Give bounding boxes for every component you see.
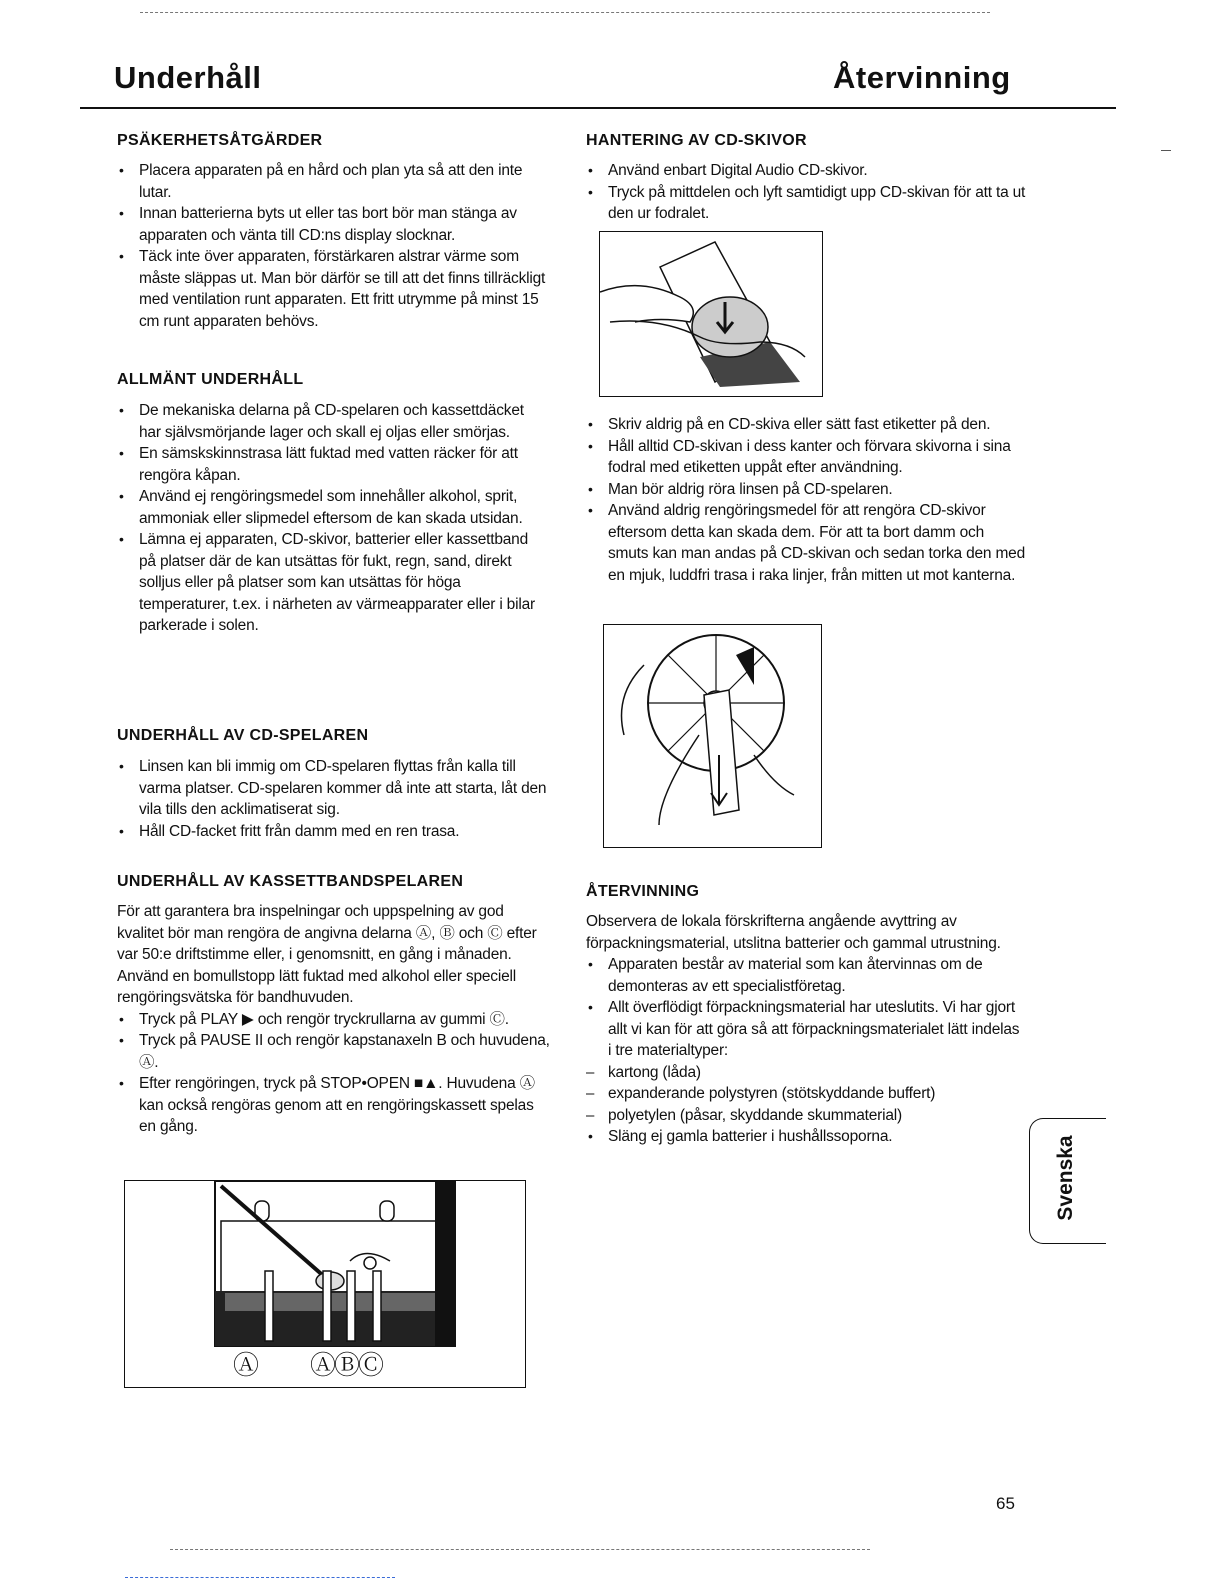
list-item: • Släng ej gamla batterier i hushållssoporna. — [586, 1126, 1026, 1148]
section-heading: PSÄKERHETSÅTGÄRDER — [117, 132, 323, 149]
section-safety — [117, 131, 547, 332]
list-item: • Håll CD-facket fritt från damm med en ren trasa. — [117, 821, 547, 843]
bullet-list — [586, 954, 1026, 1062]
list-item: • Apparaten består av material som kan återvinnas om de demonteras av ett specialistföretag. — [586, 954, 1026, 997]
list-item: • Använd aldrig rengöringsmedel för att rengöra CD-skivor eftersom detta kan skada dem. För att ta bort damm och smuts kan man andas på CD-skivan och sedan torka den med en mjuk, luddfri trasa i raka linjer, från mitten ut mot kanterna. — [586, 500, 1026, 586]
list-item: • Täck inte över apparaten, förstärkaren alstrar värme som måste släppas ut. Man bör därför se till att det finns tillräckligt med ventilation runt apparaten. Ett fritt utrymme på minst 15 cm runt apparaten behövs. — [117, 246, 547, 332]
list-item: – expanderande polystyren (stötskyddande buffert) — [586, 1083, 1026, 1105]
figure-callout-a: Ⓐ — [233, 1350, 260, 1380]
list-item: • Skriv aldrig på en CD-skiva eller sätt fast etiketter på den. — [586, 414, 1026, 436]
cd-cleaning-illustration — [604, 625, 821, 847]
section-cd-handling-continued — [586, 414, 1026, 586]
list-item: • Placera apparaten på en hård och plan yta så att den inte lutar. — [117, 160, 547, 203]
section-cd-player-maintenance — [117, 726, 547, 842]
cd-case-hands-illustration — [600, 232, 822, 396]
header-rule — [80, 107, 1116, 109]
section-heading: ÅTERVINNING — [586, 883, 700, 900]
bullet-list — [117, 756, 547, 842]
scan-artifact-mark — [1161, 150, 1171, 151]
list-item: • Tryck på PAUSE II och rengör kapstanaxeln B och huvudena, Ⓐ. — [117, 1030, 551, 1073]
page-title-right: Återvinning — [833, 60, 1011, 95]
list-item: • Allt överflödigt förpackningsmaterial har uteslutits. Vi har gjort allt vi kan för att göra så att förpackningsmaterialet lätt indelas i tre materialtyper: — [586, 997, 1026, 1062]
scan-artifact-top — [140, 12, 990, 14]
section-general-maintenance — [117, 370, 547, 637]
list-item: • Håll alltid CD-skivan i dess kanter och förvara skivorna i sina fodral med etiketten uppåt efter användning. — [586, 436, 1026, 479]
intro-paragraph: Observera de lokala förskrifterna angående avyttring av förpackningsmaterial, utslitna batterier och gammal utrustning. — [586, 913, 1001, 952]
list-item: • Använd enbart Digital Audio CD-skivor. — [586, 160, 1026, 182]
bullet-list — [117, 160, 547, 332]
bullet-list — [117, 1009, 551, 1138]
scan-artifact-edge — [125, 1577, 395, 1579]
list-item: • Tryck på PLAY ▶ och rengör tryckrullarna av gummi Ⓒ. — [117, 1009, 551, 1031]
figure-callout-abc: ⒶⒷⒸ — [310, 1350, 383, 1380]
list-item: • Linsen kan bli immig om CD-spelaren flyttas från kalla till varma platser. CD-spelaren kommer då inte att starta, låt den vila tills den acklimatiserat sig. — [117, 756, 547, 821]
section-cassette-maintenance — [117, 872, 551, 1138]
section-recycling — [586, 882, 1026, 1148]
bullet-list — [586, 1126, 1026, 1148]
cd-removal-figure — [599, 231, 823, 397]
list-item: • Man bör aldrig röra linsen på CD-spelaren. — [586, 479, 1026, 501]
list-item: • Tryck på mittdelen och lyft samtidigt upp CD-skivan för att ta ut den ur fodralet. — [586, 182, 1026, 225]
section-cd-handling — [586, 131, 1026, 225]
page-number: 65 — [996, 1494, 1015, 1513]
section-heading: UNDERHÅLL AV CD-SPELAREN — [117, 727, 369, 744]
language-tab-label: Svenska — [1054, 1135, 1077, 1221]
scan-artifact-bottom — [170, 1549, 870, 1551]
cassette-cleaning-figure — [124, 1180, 526, 1388]
list-item: • Använd ej rengöringsmedel som innehåller alkohol, sprit, ammoniak eller slipmedel eftersom de kan skada utsidan. — [117, 486, 547, 529]
intro-paragraph: För att garantera bra inspelningar och uppspelning av god kvalitet bör man rengöra de angivna delarna Ⓐ, Ⓑ och Ⓒ efter var 50:e driftstimme eller, i genomsnitt, en gång i månaden. Använd en bomullstopp lätt fuktad med alkohol eller speciell rengöringsvätska för bandhuvuden. — [117, 903, 537, 1006]
bullet-list — [586, 160, 1026, 225]
cd-wiping-figure — [603, 624, 822, 848]
list-item: • En sämskskinnstrasa lätt fuktad med vatten räcker för att rengöra kåpan. — [117, 443, 547, 486]
section-heading: HANTERING AV CD-SKIVOR — [586, 132, 807, 149]
page-title-left: Underhåll — [114, 60, 262, 95]
list-item: – polyetylen (påsar, skyddande skummaterial) — [586, 1105, 1026, 1127]
bullet-list — [117, 400, 547, 637]
list-item: • Efter rengöringen, tryck på STOP•OPEN ■▲. Huvudena Ⓐ kan också rengöras genom att en rengöringskassett spelas en gång. — [117, 1073, 551, 1138]
bullet-list — [586, 414, 1026, 586]
list-item: – kartong (låda) — [586, 1062, 1026, 1084]
section-heading: UNDERHÅLL AV KASSETTBANDSPELAREN — [117, 873, 464, 890]
list-item: • De mekaniska delarna på CD-spelaren och kassettdäcket har självsmörjande lager och skall ej oljas eller smörjas. — [117, 400, 547, 443]
section-heading: ALLMÄNT UNDERHÅLL — [117, 371, 304, 388]
list-item: • Innan batterierna byts ut eller tas bort bör man stänga av apparaten och vänta till CD:ns display slocknar. — [117, 203, 547, 246]
dash-list — [586, 1062, 1026, 1127]
list-item: • Lämna ej apparaten, CD-skivor, batterier eller kassettband på platser där de kan utsättas för fukt, regn, sand, direkt solljus eller på platser som kan utsättas för höga temperaturer, t.ex. i närheten av värmeapparater eller i bilar parkerade i solen. — [117, 529, 547, 637]
